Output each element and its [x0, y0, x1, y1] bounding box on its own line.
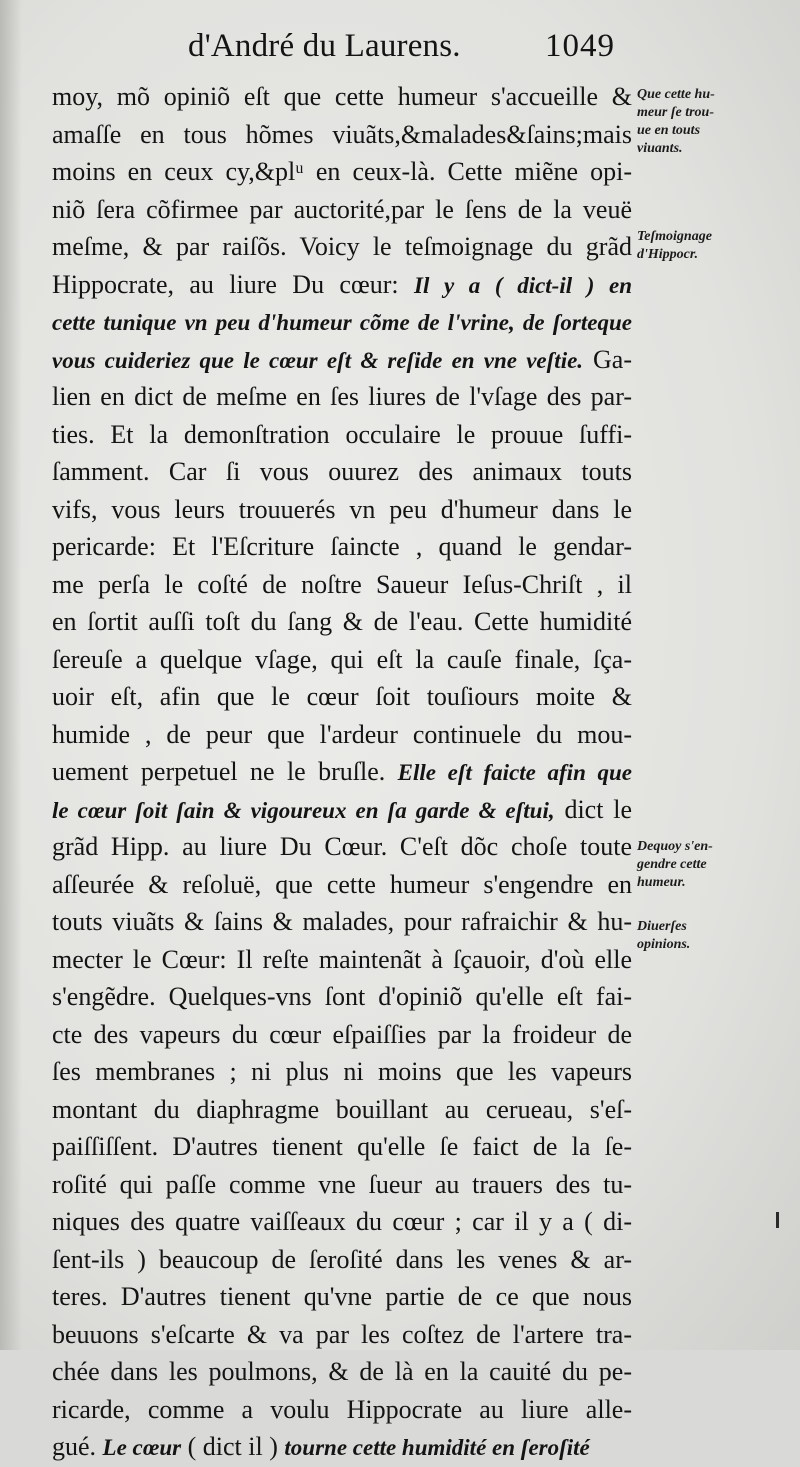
- margin-note-line: humeur.: [637, 875, 686, 890]
- margin-note-line: Teſmoignage: [637, 229, 712, 244]
- text-line: ſent-ils ) beaucoup de ſeroſité dans les venes & ar-: [52, 1244, 632, 1274]
- text-line: [52, 753, 632, 791]
- text-line: paiſſiſſent. D'autres tienent qu'elle ſe faict de la ſe-: [52, 1132, 632, 1161]
- margin-note-hippocrates: [637, 228, 797, 264]
- text-line: [52, 266, 632, 304]
- page-header: [0, 28, 800, 72]
- ink-mark: [776, 1212, 779, 1228]
- text-line: vifs, vous leurs trouuerés vn peu d'humeur dans le: [52, 494, 632, 524]
- italic-quote: Elle eſt faicte afin que: [397, 760, 632, 785]
- text-line: me perſa le coſté de noſtre Saueur Ieſus-Chriſt , il: [52, 569, 632, 599]
- text-segment: gué.: [52, 1432, 97, 1461]
- text-line: [52, 303, 632, 341]
- margin-note-origin: [637, 838, 797, 892]
- text-line: ſamment. Car ſi vous ouurez des animaux touts: [52, 457, 632, 486]
- text-segment: ( dict il ): [187, 1432, 278, 1461]
- italic-quote: Il y a ( dict-il ) en: [414, 272, 633, 298]
- margin-note-line: gendre cette: [637, 857, 707, 872]
- margin-note-line: Diuerſes: [637, 919, 687, 934]
- text-segment: Hippocrate, au liure Du cœur:: [52, 269, 399, 299]
- text-line: niõ ſera cõfirmee par auctorité,par le ſens de la veuë: [52, 194, 632, 224]
- text-line: [52, 791, 632, 829]
- text-segment: dict le: [564, 794, 632, 824]
- italic-quote: vous cuideriez que le cœur eſt & reſide en vne veſtie.: [52, 347, 584, 373]
- text-line: ſereuſe a quelque vſage, qui eſt la cauſe finale, ſça-: [52, 644, 632, 674]
- italic-quote: tourne cette humidité en ſeroſité: [284, 1435, 590, 1460]
- text-line: [52, 1428, 632, 1466]
- page-number: 1049: [545, 28, 615, 64]
- margin-note-line: viuants.: [637, 141, 683, 156]
- italic-quote: le cœur ſoit ſain & vigoureux en ſa garde & eſtui,: [52, 797, 555, 823]
- margin-note-humor-location: [637, 86, 797, 158]
- text-line: humide , de peur que l'ardeur continuele du mou-: [52, 719, 632, 749]
- text-line: meſme, & par raiſõs. Voicy le teſmoignage du grãd: [52, 232, 632, 261]
- margin-note-line: ue en touts: [637, 123, 701, 138]
- text-line: roſité qui paſſe comme vne ſueur au trauers des tu-: [52, 1169, 632, 1199]
- text-line: [52, 341, 632, 379]
- text-segment: uement perpetuel ne le bruſle.: [52, 757, 386, 786]
- running-title: d'André du Laurens.: [188, 28, 461, 64]
- text-line: grãd Hipp. au liure Du Cœur. C'eſt dõc choſe toute: [52, 832, 632, 861]
- text-segment: Ga-: [593, 344, 633, 374]
- text-line: en ſortit auſſi toſt du ſang & de l'eau. Cette humidité: [52, 607, 632, 636]
- text-line: mecter le Cœur: Il reſte maintenãt à ſçauoir, d'où elle: [52, 944, 632, 974]
- margin-note-line: d'Hippocr.: [637, 247, 699, 262]
- text-line: touts viuãts & ſains & malades, pour rafraichir & hu-: [52, 907, 632, 936]
- text-line: pericarde: Et l'Eſcriture ſaincte , quand le gendar-: [52, 532, 632, 561]
- text-line: niques des quatre vaiſſeaux du cœur ; car il y a ( di-: [52, 1207, 632, 1236]
- italic-quote: Le cœur: [102, 1435, 182, 1460]
- text-line: montant du diaphragme bouillant au cerueau, s'eſ-: [52, 1094, 632, 1124]
- text-line: ricarde, comme a voulu Hippocrate au liure alle-: [52, 1394, 632, 1424]
- text-line: s'engẽdre. Quelques-vns ſont d'opiniõ qu'elle eſt fai-: [52, 982, 632, 1011]
- text-line: chée dans les poulmons, & de là en la cauité du pe-: [52, 1357, 632, 1386]
- text-line: cte des vapeurs du cœur eſpaiſſies par la froideur de: [52, 1019, 632, 1049]
- text-line: aſſeurée & reſoluë, que cette humeur s'engendre en: [52, 869, 632, 899]
- text-line: moy, mõ opiniõ eſt que cette humeur s'accueille &: [52, 82, 632, 111]
- text-line: lien en dict de meſme en ſes liures de l'vſage des par-: [52, 382, 632, 411]
- text-line: beuuons s'eſcarte & va par les coſtez de l'artere tra-: [52, 1319, 632, 1349]
- text-line: amaſſe en tous hõmes viuãts,&malades&ſains;mais: [52, 119, 632, 149]
- text-line: ties. Et la demonſtration occulaire le prouue ſuffi-: [52, 419, 632, 449]
- text-line: moins en ceux cy,&plᵘ en ceux-là. Cette miẽne opi-: [52, 157, 632, 186]
- margin-note-line: opinions.: [637, 937, 691, 952]
- text-line: uoir eſt, afin que le cœur ſoit touſiours moite &: [52, 682, 632, 711]
- gutter-shadow: [0, 0, 22, 1350]
- margin-note-opinions: [637, 918, 797, 954]
- margin-note-line: Que cette hu-: [637, 87, 715, 102]
- text-line: ſes membranes ; ni plus ni moins que les vapeurs: [52, 1057, 632, 1086]
- text-line: teres. D'autres tienent qu'vne partie de ce que nous: [52, 1282, 632, 1311]
- margin-note-line: Dequoy s'en-: [637, 839, 713, 854]
- italic-quote: cette tunique vn peu d'humeur cõme de l'vrine, de ſorteque: [52, 310, 632, 335]
- body-text: [52, 78, 632, 1466]
- margin-note-line: meur ſe trou-: [637, 105, 714, 120]
